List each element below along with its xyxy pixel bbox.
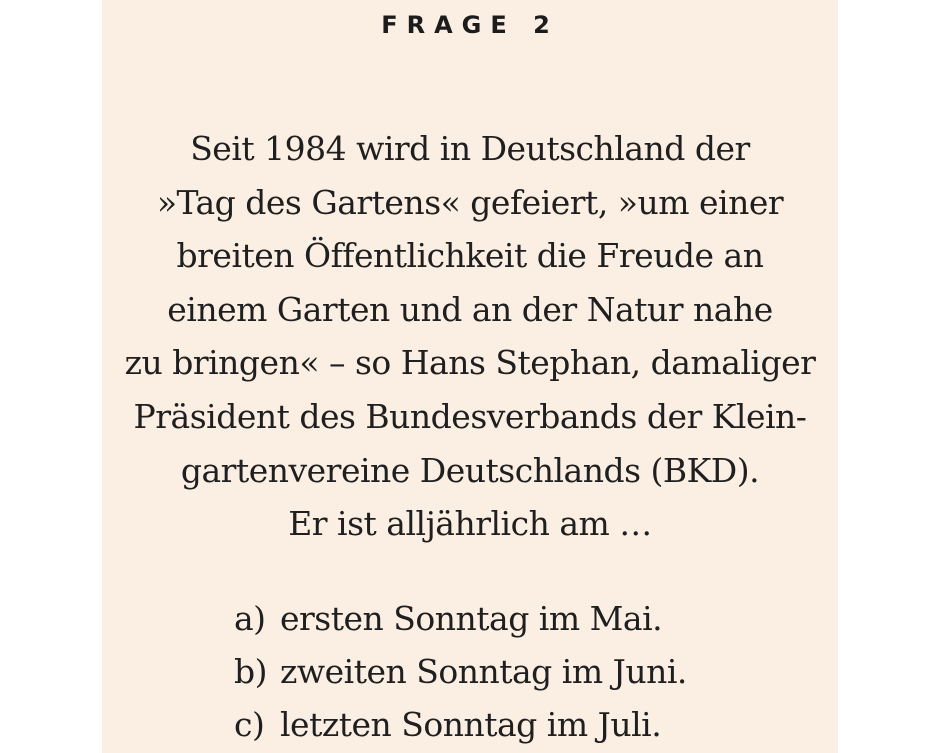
answer-letter: b) (234, 652, 267, 691)
answer-letter: c) (234, 705, 265, 744)
answer-letter: a) (234, 599, 266, 638)
question-line: zu bringen« – so Hans Stephan, damaliger (124, 343, 816, 383)
question-card (102, 0, 838, 753)
question-line: »Tag des Gartens« gefeiert, »um einer (156, 182, 784, 222)
question-line: einem Garten und an der Natur nahe (167, 289, 773, 329)
question-line: Präsident des Bundesverbands der Klein- (133, 396, 807, 436)
question-line: Er ist alljährlich am … (288, 504, 652, 544)
question-line: gartenvereine Deutschlands (BKD). (180, 450, 760, 490)
answer-list (234, 592, 687, 751)
answer-text: zweiten Sonntag im Juni. (280, 652, 687, 691)
question-line: Seit 1984 wird in Deutschland der (190, 129, 750, 168)
answer-text: ersten Sonntag im Mai. (280, 599, 663, 638)
question-line: breiten Öffentlichkeit die Freude an (176, 236, 764, 276)
answer-text: letzten Sonntag im Juli. (280, 705, 662, 744)
question-text (98, 122, 842, 551)
answer-option-c (234, 698, 687, 751)
answer-option-a (234, 592, 687, 645)
answer-option-b (234, 645, 687, 698)
question-heading: FRAGE 2 (381, 11, 559, 39)
